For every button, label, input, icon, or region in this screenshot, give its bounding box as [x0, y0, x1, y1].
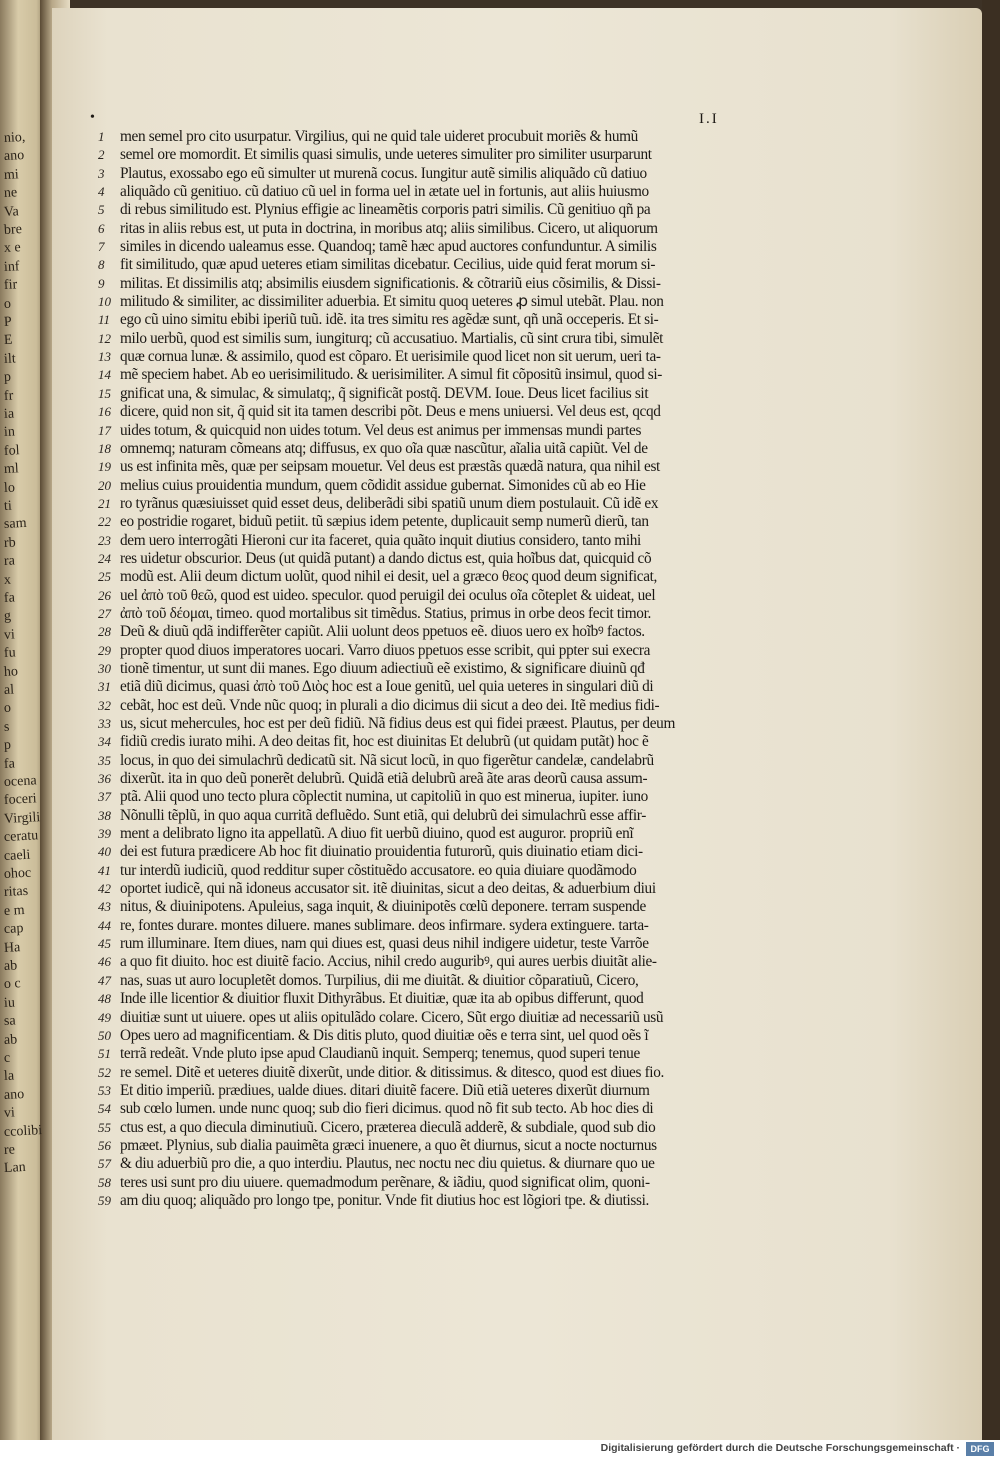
line-text: dem uero interrogãti Hieroni cur ita faceret, quia quãto inquit diutius considero, tanto mihi: [120, 531, 641, 549]
left-margin-fragment: inf: [3, 259, 20, 275]
text-line: [98, 568, 768, 586]
line-text: res uidetur obscurior. Deus (ut quidã putant) a dando dictus est, quia hoĩbus dat, quicquid cõ: [120, 549, 652, 567]
signature-mark: I.I: [699, 111, 719, 127]
line-text: & diu aduerbiũ pro die, a quo interdiu. Plautus, nec noctu nec diu quietus. & diurnare quo ue: [120, 1155, 655, 1173]
line-text: cebãt, hoc est deũ. Vnde nũc quoq; in plurali a dio dicimus dii sicut a deo dei. Itẽ medius fidi-: [120, 696, 660, 714]
line-text: semel ore momordit. Et similis quasi simulis, unde ueteres simuliter pro similiter usurparunt: [120, 146, 652, 164]
line-text: quæ cornua lunæ. & assimilo, quod est cõparo. Et uerisimile quod licet non sit uerum, ueri ta-: [120, 348, 661, 366]
left-margin-fragment: o c: [3, 976, 22, 993]
left-margin-fragment: ano: [3, 1086, 25, 1103]
line-number: 5: [98, 202, 105, 218]
line-number: 44: [98, 917, 111, 933]
left-margin-fragment: sam: [3, 516, 27, 533]
text-line: [98, 293, 768, 311]
left-margin-fragment: lo: [3, 480, 16, 496]
line-text: ctus est, a quo diecula diminutiuũ. Cicero, præterea dieculã adderẽ, & subdiale, quod sub dio: [120, 1118, 656, 1136]
line-number: 23: [98, 532, 111, 548]
left-margin-fragment: nio,: [3, 129, 26, 147]
line-text: ego cũ uino simitu ebibi iperiũ tuũ. idẽ. ita tres simitu res agẽdæ sunt, qñ unã occeperis. Et si-: [120, 311, 659, 329]
line-text: etiã diũ dicimus, quasi ἀπὸ τοῦ Διὸς hoc est a Ioue genitũ, uel quia ueteres in singulari diũ di: [120, 678, 654, 696]
line-number: 25: [98, 569, 111, 585]
line-text: aliquãdo cũ genitiuo. cũ datiuo cũ uel in forma uel in ætate uel in fortunis, aut aliis huiusmo: [120, 183, 649, 201]
text-line: [98, 128, 768, 146]
text-line: [98, 422, 768, 440]
page-edge: [982, 0, 1000, 1440]
text-line: [98, 238, 768, 256]
text-line: [98, 770, 768, 788]
left-margin-fragment: fir: [3, 277, 18, 294]
left-margin-fragment: o: [3, 701, 12, 717]
left-margin-fragment: la: [3, 1068, 15, 1085]
left-margin-fragment: ne: [3, 185, 18, 202]
left-margin-fragment: g: [3, 609, 12, 625]
line-text: pmæet. Plynius, sub dialia pauimẽta græci inuenere, a quo ẽt diurnus, sicut a nocte nocturnus: [120, 1136, 657, 1154]
text-line: [98, 972, 768, 990]
line-text: militudo & similiter, ac dissimiliter aduerbia. Et simitu quoq ueteres ꝓ simul utebãt. Plau. non: [120, 293, 664, 311]
line-text: uel ἀπὸ τοῦ θεῶ, quod est uideo. speculor. quod peruigil dei oculus oĩa cõteplet & uideat, uel: [120, 586, 656, 604]
line-text: dei est futura prædicere Ab hoc fit diuinatio prouidentia futurorũ, quis diuinatio etiam dici-: [120, 843, 643, 861]
text-column: [98, 128, 768, 1210]
left-margin-fragment: E: [3, 333, 13, 349]
left-margin-fragment: foceri: [3, 791, 38, 809]
text-line: [98, 477, 768, 495]
left-margin-fragment: rb: [3, 535, 17, 551]
line-text: milo uerbũ, quod est similis sum, iungiturq; cũ accusatiuo. Martialis, cũ sint crura tibi, simulẽt: [120, 329, 664, 347]
footer-bar: [0, 1440, 1000, 1459]
line-text: Plautus, exossabo ego eũ simulter ut murenã cocus. Iungitur autẽ similis aliquãdo cũ datiuo: [120, 164, 647, 182]
line-text: ptã. Alii quod uno tecto plura cõplectit numina, ut capitoliũ in quo est minerua, iupiter. iuno: [120, 788, 648, 806]
line-number: 58: [98, 1174, 111, 1190]
text-line: [98, 146, 768, 164]
left-margin-fragment: caeli: [3, 847, 31, 864]
line-number: 26: [98, 587, 111, 603]
line-number: 49: [98, 1009, 111, 1025]
line-number: 46: [98, 954, 111, 970]
left-margin-fragment: ritas: [3, 884, 29, 901]
text-line: [98, 825, 768, 843]
line-number: 47: [98, 972, 111, 988]
line-text: locus, in quo dei simulachrũ dedicatũ sit. Nã sicut locũ, in quo figerẽtur candelæ, candelabrũ: [120, 751, 654, 769]
line-text: dixerũt. ita in quo deũ ponerẽt delubrũ. Quidã etiã delubrũ areã ãte aras deorũ causa assum-: [120, 770, 648, 788]
line-number: 7: [98, 239, 105, 255]
left-margin-fragment: fu: [3, 645, 17, 662]
line-number: 59: [98, 1192, 111, 1208]
line-number: 53: [98, 1082, 111, 1098]
line-number: 52: [98, 1064, 111, 1080]
line-number: 35: [98, 752, 111, 768]
line-text: men semel pro cito usurpatur. Virgilius, qui ne quid tale uideret procubuit moriẽs & humũ: [120, 128, 638, 145]
text-line: [98, 1027, 768, 1045]
line-text: sub cœlo lumen. unde nunc quoq; sub dio fieri dicimus. quod nõ fit sub tecto. Ab hoc dies di: [120, 1100, 654, 1118]
text-line: [98, 605, 768, 623]
line-number: 3: [98, 165, 105, 181]
left-margin-fragment: ano: [3, 148, 25, 165]
line-number: 50: [98, 1027, 111, 1043]
line-text: re semel. Ditẽ et ueteres diuitẽ dixerũt, unde ditior. & ditissimus. & ditesco, quod est diues fio.: [120, 1063, 664, 1081]
line-text: melius cuius prouidentia mundum, quem cõdidit assidue gubernat. Simonides cũ ab eo Hie: [120, 476, 646, 494]
left-margin-fragment: Va: [3, 203, 20, 220]
left-margin-fragment: al: [3, 682, 15, 699]
line-number: 29: [98, 642, 111, 658]
text-line: [98, 733, 768, 751]
line-text: tur interdũ iudiciũ, quod redditur super cõstituẽdo accusatore. eo quia diuiare quodãmodo: [120, 861, 637, 879]
line-number: 54: [98, 1101, 111, 1117]
line-text: nitus, & diuinipotens. Apuleius, saga inquit, & diuinipotẽs cœlũ deponere. terram suspende: [120, 898, 646, 916]
left-margin-fragment: ho: [3, 663, 19, 680]
line-text: ἀπὸ τοῦ δέομαι, timeo. quod mortalibus sit timẽdus. Statius, primus in orbe deos fecit timor.: [120, 604, 651, 622]
text-line: [98, 660, 768, 678]
left-margin-fragment: ia: [3, 406, 15, 423]
text-line: [98, 348, 768, 366]
line-number: 34: [98, 734, 111, 750]
line-number: 9: [98, 275, 105, 291]
text-line: [98, 183, 768, 201]
line-number: 30: [98, 660, 111, 676]
text-line: [98, 917, 768, 935]
line-number: 21: [98, 495, 111, 511]
text-line: [98, 1082, 768, 1100]
line-text: us, sicut mehercules, hoc est per deũ fidiũ. Nã fidius deus est qui fidei præest. Plautus, per deum: [120, 715, 676, 732]
line-text: gnificat una, & simulac, & simulatq;, q̃ significãt postq̃. DEVM. Ioue. Deus licet facilius sit: [120, 384, 649, 402]
line-number: 57: [98, 1156, 111, 1172]
left-margin-fragment: fa: [3, 590, 16, 607]
line-number: 40: [98, 844, 111, 860]
text-line: [98, 862, 768, 880]
line-number: 1: [98, 129, 105, 144]
text-line: [98, 1155, 768, 1173]
left-margin-fragment: fa: [3, 756, 16, 772]
line-number: 17: [98, 422, 111, 438]
left-margin-fragment: ra: [3, 553, 16, 570]
text-line: [98, 990, 768, 1008]
left-margin-fragment: iu: [3, 995, 16, 1011]
line-text: fidiũ credis iurato mihi. A deo deitas fit, hoc est diuinitas Et delubrũ (ut quidam putãt) hoc ẽ: [120, 733, 649, 751]
text-line: [98, 532, 768, 550]
line-text: militas. Et dissimilis atq; absimilis eiusdem significationis. & cõtrariũ eius cõsimilis, & Dissi-: [120, 274, 661, 292]
text-line: [98, 403, 768, 421]
text-line: [98, 715, 768, 733]
line-text: ritas in aliis rebus est, ut puta in doctrina, in moribus atq; aliis similibus. Cicero, ut aliquorum: [120, 219, 658, 237]
line-text: uides totum, & quicquid non uides totum. Vel deus est animus per immensas mundi partes: [120, 421, 642, 439]
text-line: [98, 256, 768, 274]
line-number: 56: [98, 1137, 111, 1153]
line-text: nas, suas ut auro locupletẽt domos. Turpilius, dii me diuitãt. & diuitior cõparatiuũ, Cicero,: [120, 971, 639, 989]
line-number: 14: [98, 367, 111, 383]
left-margin-fragment: fol: [3, 443, 20, 459]
left-margin-fragment: ilt: [3, 351, 17, 367]
line-text: tionẽ timentur, ut sunt dii manes. Ego diuum adiectiuũ eẽ existimo, & significare diuinũ qđ: [120, 659, 645, 677]
left-margin-fragment: mi: [3, 167, 20, 183]
text-line: [98, 1045, 768, 1063]
left-margin-fragment: s: [3, 719, 10, 735]
line-text: ro tyrãnus quæsiuisset quid esset deus, deliberãdi sibi spatiũ unum diem postulauit. Cũ idẽ ex: [120, 494, 659, 512]
line-number: 48: [98, 991, 111, 1007]
line-text: diuitiæ sunt ut uiuere. opes ut aliis opitulãdo colare. Cicero, Sũt ergo diuitiæ ad necessariũ usũ: [120, 1008, 664, 1026]
text-line: [98, 697, 768, 715]
line-number: 42: [98, 881, 111, 897]
left-margin-fragment: Lan: [3, 1160, 27, 1177]
text-line: [98, 935, 768, 953]
text-line: [98, 366, 768, 384]
line-number: 10: [98, 294, 111, 310]
line-number: 19: [98, 459, 111, 475]
line-number: 55: [98, 1119, 111, 1135]
left-margin-fragment: ab: [3, 958, 18, 975]
text-line: [98, 440, 768, 458]
dfg-logo: DFG: [966, 1442, 994, 1456]
line-number: 33: [98, 716, 111, 731]
text-line: [98, 880, 768, 898]
text-line: [98, 1192, 768, 1210]
left-margin-fragment: ocena: [3, 773, 38, 791]
line-text: mẽ speciem habet. Ab eo uerisimilitudo. & uerisimiliter. A simul fit cõpositũ insimul, quod si-: [120, 366, 663, 384]
line-number: 51: [98, 1046, 111, 1062]
left-margin-fragment: re: [3, 1142, 16, 1159]
text-line: [98, 953, 768, 971]
line-text: Deũ & diuũ qdã indifferẽter capiũt. Alii uolunt deos ppetuos eẽ. diuos uero ex hoĩbꝰ factos.: [120, 623, 645, 641]
line-number: 32: [98, 697, 111, 713]
line-text: rum illuminare. Item diues, nam qui diues est, quasi deus nihil indigere uidetur, teste Varrõe: [120, 935, 649, 953]
line-number: 16: [98, 404, 111, 420]
text-line: [98, 550, 768, 568]
line-text: a quo fit diuito. hoc est diuitẽ facio. Accius, nihil credo auguribꝰ, qui aures uerbis diuitãt alie-: [120, 953, 657, 971]
left-margin-fragment: vi: [3, 627, 16, 643]
left-margin-fragment: ccolibi: [3, 1122, 43, 1140]
text-line: [98, 807, 768, 825]
line-number: 2: [98, 147, 105, 163]
line-number: 41: [98, 862, 111, 878]
text-line: [98, 788, 768, 806]
line-number: 45: [98, 936, 111, 952]
line-text: us est infinita mẽs, quæ per seipsam mouetur. Vel deus est præstãs quædã natura, qua nihil est: [120, 458, 660, 476]
text-line: [98, 458, 768, 476]
line-text: oportet iudicẽ, qui nã idoneus accusator sit. itẽ diuinitas, sicut a deo deitas, & aduerbium diui: [120, 880, 656, 898]
line-text: modũ est. Alii deum dictum uolũt, quod nihil ei desit, uel a græco θεος quod deum significat,: [120, 568, 658, 586]
text-line: [98, 843, 768, 861]
left-margin-fragment: bre: [3, 222, 23, 239]
line-number: 36: [98, 771, 111, 787]
left-margin-fragment: c: [3, 1050, 11, 1067]
left-margin-fragment: x: [3, 572, 12, 588]
text-line: [98, 513, 768, 531]
line-text: Opes uero ad magnificentiam. & Dis ditis pluto, quod diuitiæ oẽs e terra sint, uel quod oẽs ĩ: [120, 1026, 649, 1044]
text-line: [98, 165, 768, 183]
left-margin-fragment: ti: [3, 498, 13, 515]
text-line: [98, 495, 768, 513]
line-number: 15: [98, 385, 111, 401]
left-margin-fragment: e m: [3, 902, 25, 919]
left-margin-fragment: fr: [3, 388, 14, 404]
line-number: 38: [98, 807, 111, 823]
line-number: 11: [98, 312, 111, 328]
line-number: 31: [98, 679, 111, 695]
left-margin-fragment: o: [3, 296, 12, 312]
left-margin-fragment: sa: [3, 1013, 17, 1030]
left-margin-fragment: ohoc: [3, 865, 32, 883]
line-number: 13: [98, 349, 111, 365]
text-line: [98, 275, 768, 293]
left-margin-fragment: ceratu: [3, 828, 39, 846]
line-number: 8: [98, 257, 105, 273]
left-margin-fragment: Ha: [3, 939, 21, 956]
text-line: [98, 1009, 768, 1027]
line-text: Inde ille licentior & diuitior fluxit Dithyrãbus. Et diuitiæ, quæ ita ab opibus differunt, quod: [120, 990, 644, 1008]
left-margin-fragment: ml: [3, 461, 20, 478]
line-number: 27: [98, 605, 111, 621]
line-text: re, fontes durare. montes diluere. manes sublimare. deos infirmare. sydera extinguere. tarta-: [120, 916, 649, 934]
text-line: [98, 642, 768, 660]
text-line: [98, 1174, 768, 1192]
line-number: 39: [98, 826, 111, 842]
line-number: 6: [98, 220, 105, 236]
text-line: [98, 752, 768, 770]
left-margin-fragment: p: [3, 737, 12, 754]
line-number: 43: [98, 899, 111, 915]
line-text: fit similitudo, quæ apud ueteres etiam similitas dicebatur. Cecilius, uide quid ferat morum si-: [120, 256, 656, 274]
left-margin-fragment: in: [3, 424, 16, 441]
line-number: 24: [98, 550, 111, 566]
line-text: propter quod diuos imperatores uocari. Varro diuos ppetuos esse scribit, qui ppter sui execra: [120, 641, 651, 659]
text-line: [98, 1064, 768, 1082]
text-line: [98, 330, 768, 348]
footer-credit: Digitalisierung gefördert durch die Deutsche Forschungsgemeinschaft ·: [600, 1442, 960, 1454]
left-margin-fragment: p: [3, 369, 12, 386]
text-line: [98, 201, 768, 219]
text-line: [98, 898, 768, 916]
left-margin-fragment: ab: [3, 1031, 18, 1048]
line-number: 4: [98, 184, 105, 200]
line-number: 20: [98, 477, 111, 493]
line-text: terrã redeãt. Vnde pluto ipse apud Claudianũ inquit. Semperq; tenemus, quod superi tenue: [120, 1045, 640, 1063]
text-line: [98, 1119, 768, 1137]
line-text: ment a delibrato ligno ita appellatũ. A diuo fit uerbũ diuino, quod est auguror. propriũ enĩ: [120, 825, 634, 843]
text-line: [98, 385, 768, 403]
line-text: dicere, quid non sit, q̃ quid sit ita tamen describi põt. Deus e mens uniuersi. Vel deus est, qcqd: [120, 403, 661, 421]
line-number: 37: [98, 789, 111, 805]
left-margin-fragment: vi: [3, 1105, 16, 1122]
text-line: [98, 1100, 768, 1118]
line-number: 12: [98, 330, 111, 346]
line-text: similes in dicendo ualeamus esse. Quandoq; tamẽ hæc apud auctores confunduntur. A similis: [120, 238, 657, 256]
line-text: Nõnulli tẽplũ, in quo aqua curritã defluẽdo. Sunt etiã, qui delubrũ dei simulachrũ esse affir-: [120, 806, 646, 824]
left-margin-fragment: cap: [3, 921, 24, 938]
text-line: [98, 587, 768, 605]
line-number: 18: [98, 440, 111, 456]
line-text: teres usi sunt pro diu uiuere. quemadmodum perẽnare, & iãdiu, quod significat olim, quoni-: [120, 1173, 650, 1191]
ink-dot: •: [90, 110, 95, 125]
line-text: Et ditio imperiũ. prædiues, ualde diues. ditari diuitẽ facere. Diũ etiã ueteres dixerũt diurnum: [120, 1081, 650, 1099]
line-number: 28: [98, 624, 111, 640]
text-line: [98, 623, 768, 641]
text-line: [98, 311, 768, 329]
line-text: omnemq; naturam cõmeans atq; diffusus, ex quo oĩa quæ nascũtur, aĩalia uitã capiũt. Vel de: [120, 439, 648, 457]
line-text: am diu quoq; aliquãdo pro longo tpe, ponitur. Vnde fit diutius hoc est lõgiori tpe. & diutissi.: [120, 1191, 650, 1209]
text-line: [98, 1137, 768, 1155]
line-text: eo postridie rogaret, biduũ petiit. tũ sæpius idem petente, duplicauit semp numerũ dierũ, tan: [120, 513, 649, 531]
left-margin-fragment: P: [3, 314, 13, 331]
left-margin-fragment: x e: [3, 240, 22, 257]
line-number: 22: [98, 514, 111, 530]
text-line: [98, 678, 768, 696]
text-line: [98, 220, 768, 238]
line-text: di rebus similitudo est. Plynius effigie ac lineamẽtis corporis patri similis. Cũ genitiuo qñ pa: [120, 201, 651, 219]
left-margin-fragment: Virgili: [3, 809, 41, 827]
